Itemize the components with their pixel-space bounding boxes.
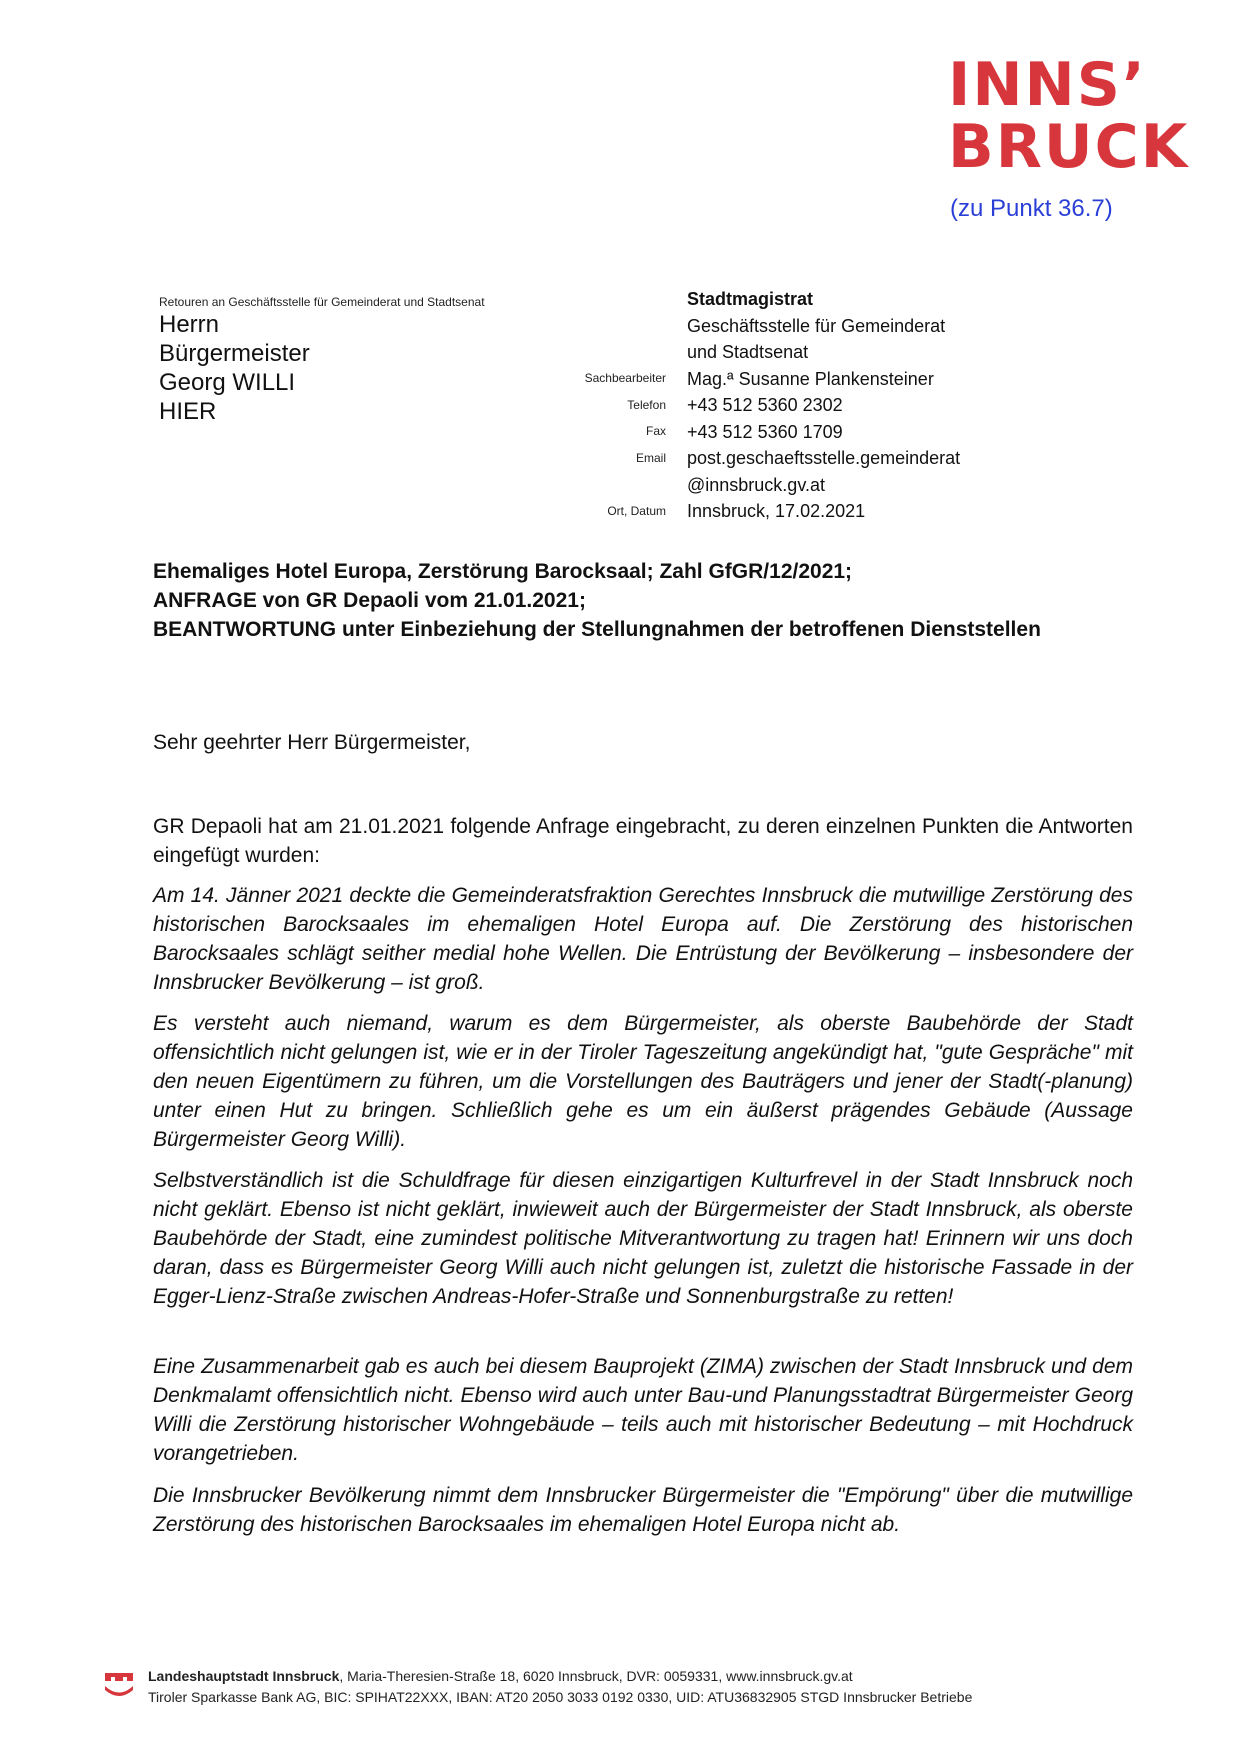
phone-label: Telefon	[627, 398, 666, 412]
subject-line: BEANTWORTUNG unter Einbeziehung der Stellungnahmen der betroffenen Dienststellen	[153, 618, 1041, 641]
sender-email[interactable]: @innsbruck.gv.at	[687, 474, 825, 495]
footer	[148, 1666, 972, 1708]
sender-date: Innsbruck, 17.02.2021	[687, 501, 866, 521]
sender-dept: Geschäftsstelle für Gemeinderat	[687, 315, 946, 336]
quote-paragraph: Selbstverständlich ist die Schuldfrage für diesen einzigartigen Kulturfrevel in der Stadt Innsbruck noch nicht geklärt. Ebenso ist nicht geklärt, inwieweit auch der Bürgermeister der Stadt Innsbruck, als oberste Baubehörde der Stadt, eine zumindest politische Mitverantwortung zu tragen hat! Erinnern wir uns doch daran, dass es Bürgermeister Georg Willi auch nicht gelungen ist, zuletzt die historische Fassade in der Egger-Lienz-Straße zwischen Andreas-Hofer-Straße und Sonnenburgstraße zu retten!	[153, 1169, 1133, 1308]
innsbruck-logo	[948, 50, 1194, 182]
fax-label: Fax	[645, 424, 666, 438]
quote-paragraph: Am 14. Jänner 2021 deckte die Gemeinderatsfraktion Gerechtes Innsbruck die mutwillige Zerstörung des historischen Barocksaales im ehemaligen Hotel Europa auf. Die Zerstörung des historischen Barocksaales schlägt seither medial hohe Wellen. Die Entrüstung der Bevölkerung – insbesondere der Innsbrucker Bevölkerung – ist groß.	[153, 884, 1133, 994]
clerk-label: Sachbearbeiter	[584, 371, 666, 385]
agenda-reference: (zu Punkt 36.7)	[950, 195, 1113, 222]
recipient-line: Herrn	[159, 311, 220, 338]
logo-line-2: BRUCK	[948, 112, 1190, 182]
sender-email[interactable]: post.geschaeftsstelle.gemeinderat	[687, 448, 961, 468]
footer-address: , Maria-Theresien-Straße 18, 6020 Innsbruck, DVR: 0059331, www.innsbruck.gv.at	[339, 1668, 853, 1684]
recipient-line: Bürgermeister	[159, 340, 310, 367]
subject-line: Ehemaliges Hotel Europa, Zerstörung Barocksaal; Zahl GfGR/12/2021;	[153, 560, 853, 583]
date-label: Ort, Datum	[607, 504, 666, 518]
email-label: Email	[635, 451, 666, 465]
intro-paragraph: GR Depaoli hat am 21.01.2021 folgende Anfrage eingebracht, zu deren einzelnen Punkten die Antworten eingefügt wurden:	[153, 815, 1133, 867]
footer-line-1	[148, 1666, 972, 1687]
return-address: Retouren an Geschäftsstelle für Gemeinderat und Stadtsenat	[159, 295, 485, 309]
city-coat-of-arms-icon	[103, 1669, 135, 1706]
sender-block	[687, 286, 960, 525]
quote-paragraph: Eine Zusammenarbeit gab es auch bei diesem Bauprojekt (ZIMA) zwischen der Stadt Innsbruck und dem Denkmalamt offensichtlich nicht. Ebenso wird auch unter Bau-und Planungsstadtrat Bürgermeister Georg Willi die Zerstörung historischer Wohngebäude – teils auch mit historischer Bedeutung – mit Hochdruck vorangetrieben.	[153, 1355, 1133, 1465]
logo-line-1: INNS’	[948, 50, 1147, 120]
subject-line: ANFRAGE von GR Depaoli vom 21.01.2021;	[153, 589, 586, 612]
quote-paragraph: Die Innsbrucker Bevölkerung nimmt dem Innsbrucker Bürgermeister die "Empörung" über die mutwillige Zerstörung des historischen Barocksaales im ehemaligen Hotel Europa nicht ab.	[153, 1484, 1133, 1536]
quote-paragraph: Es versteht auch niemand, warum es dem Bürgermeister, als oberste Baubehörde der Stadt offensichtlich nicht gelungen ist, wie er in der Tiroler Tageszeitung angekündigt hat, "gute Gespräche" mit den neuen Eigentümern zu führen, um die Vorstellungen des Bauträgers und jener der Stadt(-planung) unter einen Hut zu bringen. Schließlich gehe es um ein äußerst prägendes Gebäude (Aussage Bürgermeister Georg Willi).	[153, 1012, 1133, 1151]
recipient-block	[159, 310, 310, 426]
subject-block	[153, 557, 1041, 644]
sender-clerk: Mag.ª Susanne Plankensteiner	[687, 368, 934, 389]
footer-line-2: Tiroler Sparkasse Bank AG, BIC: SPIHAT22XXX, IBAN: AT20 2050 3033 0192 0330, UID: ATU36832905 STGD Innsbrucker Betriebe	[148, 1689, 973, 1705]
sender-org: Stadtmagistrat	[687, 289, 814, 309]
sender-fax: +43 512 5360 1709	[687, 421, 843, 442]
sender-dept: und Stadtsenat	[687, 342, 809, 362]
sender-phone: +43 512 5360 2302	[687, 395, 843, 415]
recipient-line: HIER	[159, 398, 217, 425]
salutation: Sehr geehrter Herr Bürgermeister,	[153, 731, 471, 754]
footer-city: Landeshauptstadt Innsbruck	[148, 1668, 340, 1684]
recipient-line: Georg WILLI	[159, 369, 296, 396]
